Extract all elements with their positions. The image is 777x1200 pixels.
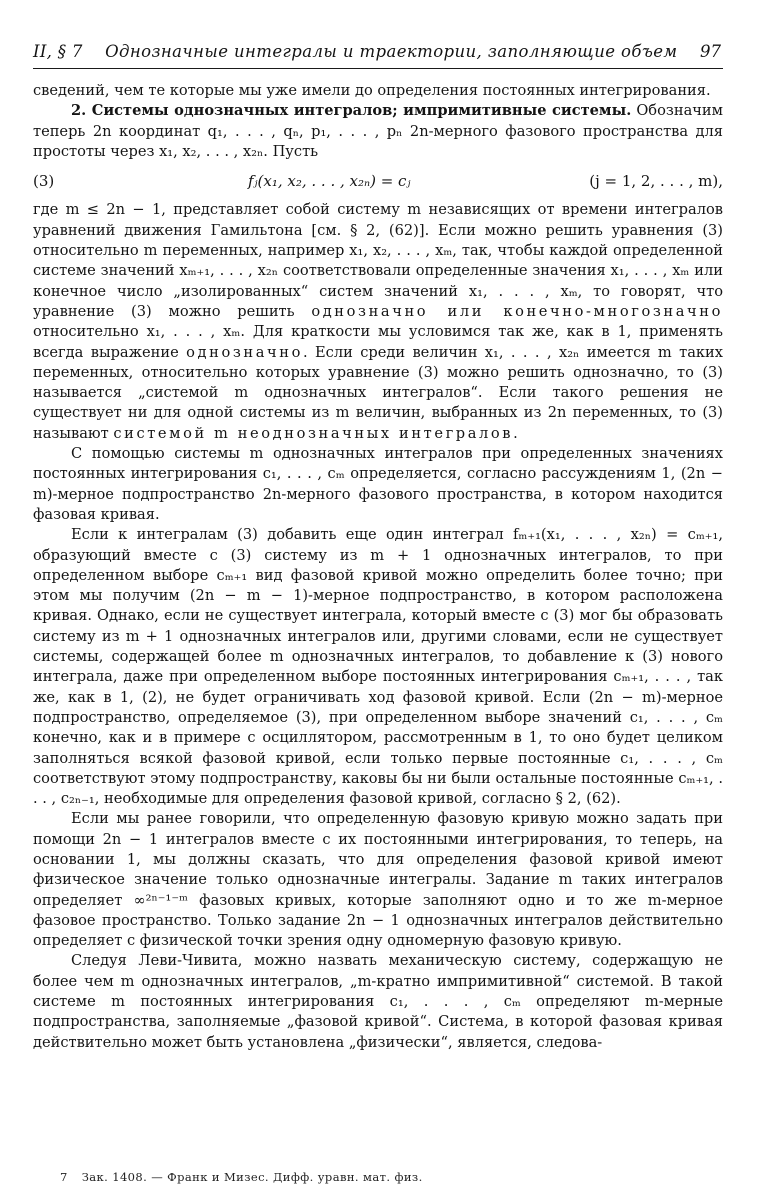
running-header — [33, 42, 723, 69]
paragraph: Если мы ранее говорили, что определенную фазовую кривую можно задать при помощи 2n − 1 интегралов вместе с их постоянными интегрирования, то теперь, на основании 1, мы должны сказать, что для определения фазовой кривой имеют физическое значение только однозначные интегралы. Задание m таких интегралов определяет ∞²ⁿ⁻¹⁻ᵐ фазовых кривых, которые заполняют одно и то же m-мерное фазовое пространство. Только задание 2n − 1 однозначных интегралов действительно определяет с физической точки зрения одну одномерную фазовую кривую. — [33, 810, 723, 950]
section-intro-text: Обозначим теперь 2n координат q₁, . . . , qₙ, p₁, . . . , pₙ 2n-мерного фазового пространства для простоты через x₁, x₂, . . . , x₂ₙ. Пусть — [33, 102, 723, 160]
equation-number: (3) — [33, 172, 55, 191]
text-run: . — [513, 424, 518, 442]
spaced-term: однозначно — [186, 343, 303, 361]
spaced-term: системой m неоднозначных интегралов — [113, 424, 514, 442]
paragraph-definition — [33, 200, 723, 444]
footer-text: Зак. 1408. — Франк и Мизес. Дифф. уравн. мат. физ. — [81, 1170, 423, 1184]
page-body — [33, 81, 723, 1053]
text-run: относительно x₁, . . . , xₘ. Для краткости мы условимся так же, как в 1, применять всегда выражение — [33, 323, 723, 361]
equation-formula: fⱼ(x₁, x₂, . . . , x₂ₙ) = cⱼ — [248, 172, 411, 191]
equation-3 — [33, 171, 723, 191]
text-run: . Если среди величин x₁, . . . , x₂ₙ имеется m таких переменных, относительно которых уравнение (3) можно решить однозначно, то (3) называется „системой m однозначных интегралов“. Если такого решения не существует ни для одной системы из m величин, выбранных из 2n переменных, то (3) называют — [33, 343, 723, 442]
paragraph: Если к интегралам (3) добавить еще один интеграл fₘ₊₁(x₁, . . . , x₂ₙ) = cₘ₊₁, образующий вместе с (3) систему из m + 1 однозначных интегралов, то при определенном выборе cₘ₊₁ вид фазовой кривой можно определить более точно; при этом мы получим (2n − m − 1)-мерное подпространство, в котором расположена кривая. Однако, если не существует интеграла, который вместе с (3) мог бы образовать систему из m + 1 однозначных интегралов или, другими словами, если не существует системы, содержащей более m однозначных интегралов, то добавление к (3) нового интеграла, даже при определенном выборе постоянных интегрирования cₘ₊₁, . . . , так же, как в 1, (2), не будет ограничивать ход фазовой кривой. Если (2n − m)-мерное подпространство, определяемое (3), при определенном выборе значений c₁, . . . , cₘ конечно, как и в примере с осциллятором, рассмотренным в 1, то оно будет целиком заполняться всякой фазовой кривой, если только первые постоянные c₁, . . . , cₘ соответствуют этому подпространству, каковы бы ни были остальные постоянные cₘ₊₁, . . . , c₂ₙ₋₁, необходимые для определения фазовой кривой, согласно § 2, (62). — [33, 526, 723, 808]
footer — [60, 1170, 423, 1184]
equation-range: (j = 1, 2, . . . , m), — [589, 172, 723, 191]
paragraph-section-2 — [33, 101, 723, 162]
paragraph: С помощью системы m однозначных интегралов при определенных значениях постоянных интегрирования c₁, . . . , cₘ определяется, согласно рассуждениям 1, (2n − m)-мерное подпространство 2n-мерного фазового пространства, в котором находится фазовая кривая. — [33, 445, 723, 523]
paragraph: Следуя Леви-Чивита, можно назвать механическую систему, содержащую не более чем m однозначных интегралов, „m-кратно импримитивной“ системой. В такой системе m постоянных интегрирования c₁, . . . , cₘ определяют m-мерные подпространства, заполняемые „фазовой кривой“. Система, в которой фазовая кривая действительно может быть установлена „физически“, является, следова- — [33, 952, 723, 1051]
spaced-term: однозначно или конечно-многозначно — [311, 302, 723, 320]
header-title: Однозначные интегралы и траектории, заполняющие объем — [105, 42, 678, 61]
header-section: II, § 7 — [33, 42, 83, 61]
signature-mark: 7 — [60, 1170, 68, 1184]
page-number: 97 — [700, 42, 721, 61]
section-heading: 2. Системы однозначных интегралов; импримитивные системы. — [71, 102, 632, 120]
page — [33, 42, 723, 1053]
paragraph-continuation: сведений, чем те которые мы уже имели до определения постоянных интегрирования. — [33, 82, 711, 99]
text-run: где m ≤ 2n − 1, представляет собой систему m независящих от времени интегралов уравнений движения Гамильтона [см. § 2, (62)]. Если можно решить уравнения (3) относительно m переменных, например x₁, x₂, . . . , xₘ, так, чтобы каждой определенной системе значений xₘ₊₁, . . . , x₂ₙ соответствовали определенные значения x₁, . . . , xₘ или конечное число „изолированных“ систем значений x₁, . . . , xₘ, то говорят, что уравнение (3) можно решить — [33, 201, 723, 320]
